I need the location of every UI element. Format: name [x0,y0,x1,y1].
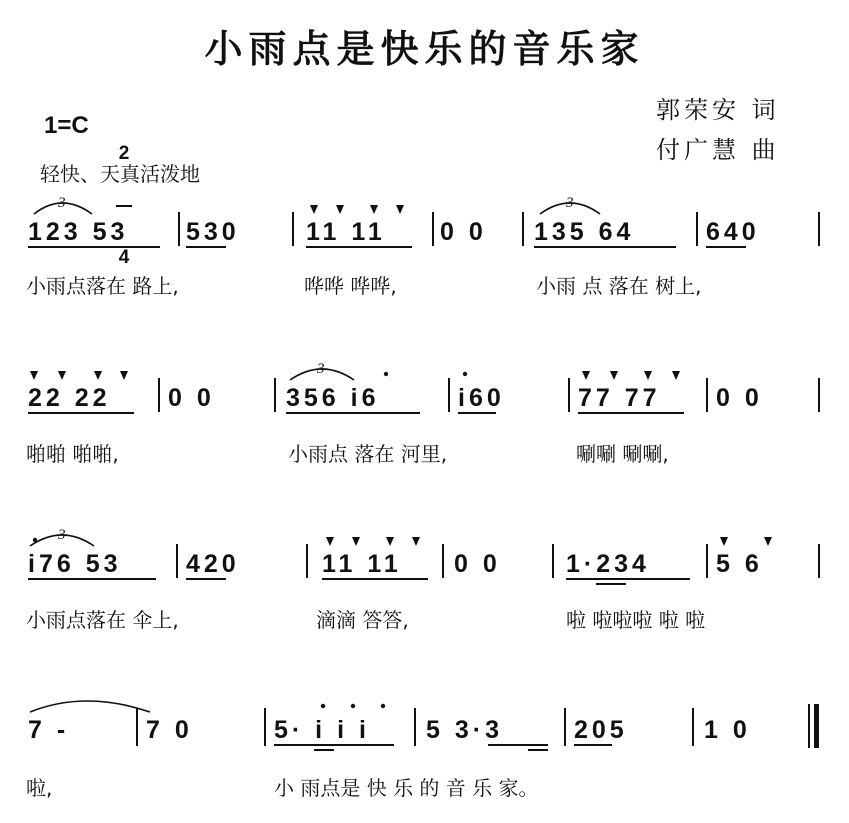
staccato-mark [644,371,652,380]
final-bar-thick [814,704,819,748]
final-bar-thin [808,704,810,748]
bar-line [818,378,820,412]
triplet-mark: 3 [566,195,574,211]
measure-notes: 0 0 [454,550,501,578]
triplet-mark: 3 [58,195,66,211]
high-octave-dot [33,538,37,542]
time-signature [116,104,132,288]
measure-notes: 1·234 [566,550,650,578]
bar-line [706,378,708,412]
bar-line [706,544,708,578]
bar-line [178,212,180,246]
bar-line [818,544,820,578]
time-fraction-bar [116,205,132,207]
bar-line [522,212,524,246]
bar-line [442,544,444,578]
measure-notes: 5 6 [716,550,763,578]
bar-line [414,708,416,746]
bar-line [292,212,294,246]
bar-line [432,212,434,246]
time-denominator: 4 [118,247,130,268]
bar-line [176,544,178,578]
lyricist-credit: 郭荣安 词 [656,96,780,124]
measure-notes: 11 11 [322,550,402,578]
measure-notes: 1 0 [704,716,751,744]
bar-line [448,378,450,412]
triplet-mark: 3 [58,527,66,543]
triplet-mark: 3 [317,361,325,377]
bar-line [692,708,694,746]
measure-notes: 123 53 [28,218,129,246]
staccato-mark [764,537,772,546]
lyric-line: 滴滴 答答, [316,608,409,632]
staccato-mark [58,371,66,380]
measure-notes: 356 i6 [286,384,380,412]
measure-notes: i76 53 [28,550,122,578]
staccato-mark [352,537,360,546]
song-title: 小雨点是快乐的音乐家 [204,26,645,71]
measure-notes: 0 0 [440,218,487,246]
bar-line [696,212,698,246]
staccato-mark [120,371,128,380]
bar-line [818,212,820,246]
lyric-line: 哗哗 哗哗, [304,274,397,298]
measure-notes: 5· i i i [274,716,370,744]
high-octave-dot [384,372,388,376]
measure-notes: 11 11 [306,218,386,246]
staccato-mark [370,205,378,214]
measure-notes: 77 77 [578,384,661,412]
staccato-mark [386,537,394,546]
measure-notes: 640 [706,218,760,246]
bar-line [564,708,566,746]
lyric-line: 啦, [26,776,53,800]
bar-line [306,544,308,578]
measure-notes: 7 0 [146,716,193,744]
staccato-mark [582,371,590,380]
bar-line [264,708,266,746]
lyric-line: 小雨 点 落在 树上, [536,274,702,298]
staccato-mark [310,205,318,214]
triplet-slur [290,369,354,380]
bar-line [552,544,554,578]
staccato-mark [326,537,334,546]
measure-notes: 5 3·3 [426,716,503,744]
measure-notes: 7 - [28,716,70,744]
lyric-line: 小 雨点是 快 乐 的 音 乐 家。 [274,776,539,800]
measure-notes: 0 0 [168,384,215,412]
lyric-line: 小雨点落在 路上, [26,274,179,298]
staccato-mark [94,371,102,380]
staccato-mark [672,371,680,380]
bar-line [274,378,276,412]
measure-notes: i60 [458,384,505,412]
triplet-slur [30,535,94,546]
key-signature: 1=C [44,112,89,139]
measure-notes: 530 [186,218,240,246]
lyric-line: 啪啪 啪啪, [26,442,119,466]
staccato-mark [336,205,344,214]
staccato-mark [412,537,420,546]
measure-notes: 135 64 [534,218,635,246]
high-octave-dot [351,704,355,708]
bar-line [158,378,160,412]
measure-notes: 22 22 [28,384,111,412]
staccato-mark [720,537,728,546]
high-octave-dot [321,704,325,708]
tempo-marking: 轻快、天真活泼地 [40,162,200,186]
bar-line [568,378,570,412]
triplet-slur [34,203,92,214]
measure-notes: 420 [186,550,240,578]
high-octave-dot [381,704,385,708]
high-octave-dot [463,372,467,376]
lyric-line: 唰唰 唰唰, [576,442,669,466]
staccato-mark [396,205,404,214]
measure-notes: 0 0 [716,384,763,412]
time-numerator: 2 [118,143,130,164]
lyric-line: 小雨点 落在 河里, [288,442,448,466]
composer-credit: 付广慧 曲 [656,136,780,164]
triplet-slur [540,203,600,214]
lyric-line: 啦 啦啦啦 啦 啦 [566,608,706,632]
measure-notes: 205 [574,716,628,744]
lyric-line: 小雨点落在 伞上, [26,608,179,632]
bar-line [136,708,138,746]
staccato-mark [30,371,38,380]
tie [30,701,150,712]
staccato-mark [610,371,618,380]
